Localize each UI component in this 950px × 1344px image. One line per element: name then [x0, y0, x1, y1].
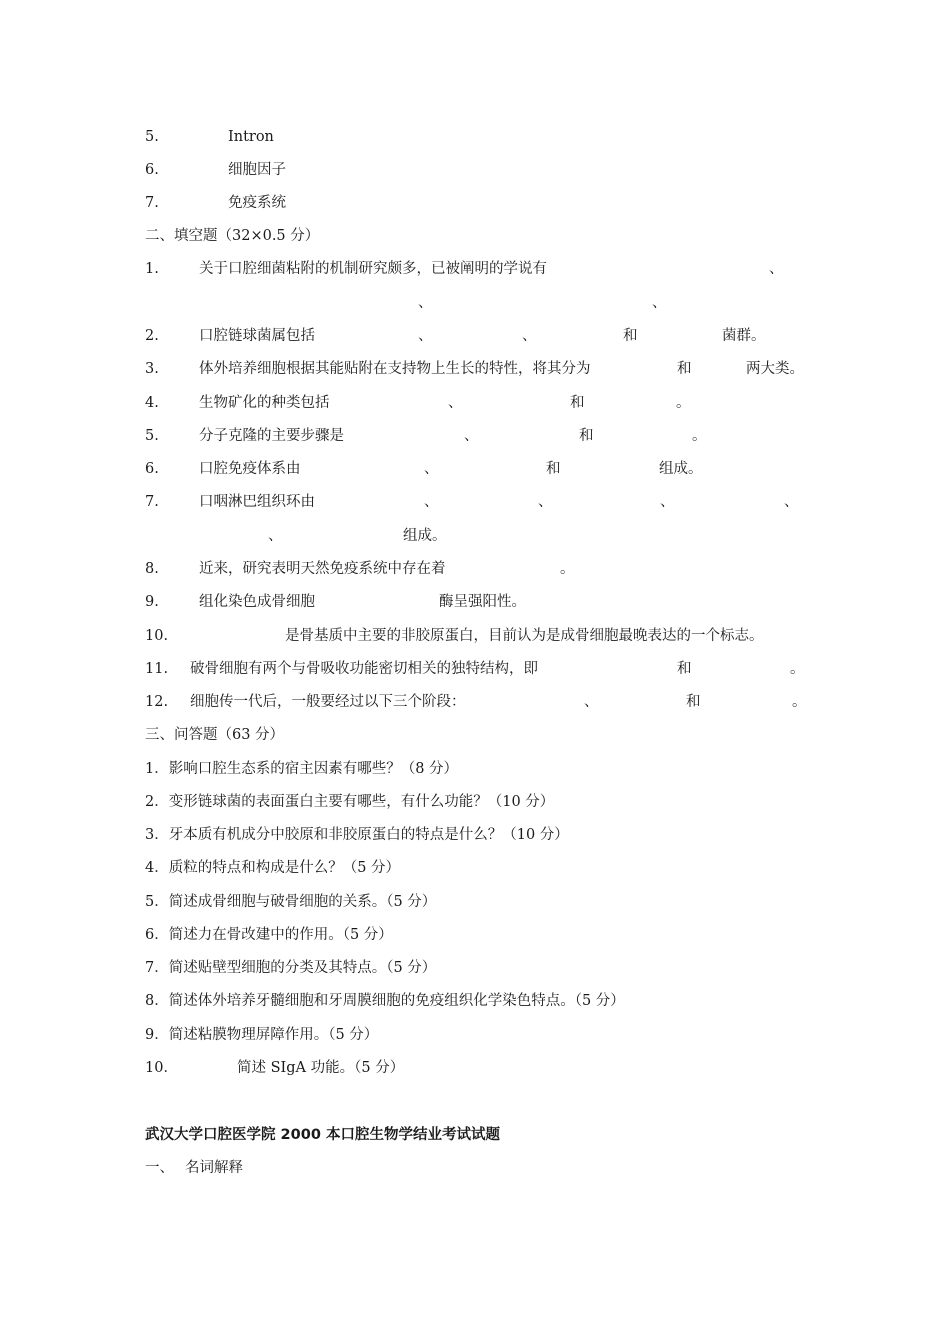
fill-in-question: 2. 口腔链球菌属包括 、 、 和 菌群。	[145, 328, 766, 344]
fill-in-question: 9. 组化染色成骨细胞 酶呈强阳性。	[145, 594, 526, 610]
qa-item: 4．质粒的特点和构成是什么？（5 分）	[145, 860, 401, 876]
fill-in-question: 6. 口腔免疫体系由 、 和 组成。	[145, 461, 703, 477]
qa-item: 2．变形链球菌的表面蛋白主要有哪些，有什么功能？（10 分）	[145, 794, 555, 810]
exam-title: 武汉大学口腔医学院 2000 本口腔生物学结业考试试题	[145, 1127, 500, 1143]
qa-item: 9．简述粘膜物理屏障作用。（5 分）	[145, 1027, 379, 1043]
fill-in-question: 3. 体外培养细胞根据其能贴附在支持物上生长的特性，将其分为 和 两大类。	[145, 361, 804, 377]
fill-in-question: 8. 近来，研究表明天然免疫系统中存在着 。	[145, 561, 575, 577]
qa-item: 5．简述成骨细胞与破骨细胞的关系。（5 分）	[145, 894, 437, 910]
definition-item: 6. 细胞因子	[145, 162, 286, 178]
section-heading-fill-in: 二、填空题（32×0.5 分）	[145, 228, 320, 244]
fill-in-question: 7. 口咽淋巴组织环由 、 、 、 、	[145, 494, 799, 510]
qa-item: 1．影响口腔生态系的宿主因素有哪些？（8 分）	[145, 761, 459, 777]
fill-in-question: 11. 破骨细胞有两个与骨吸收功能密切相关的独特结构，即 和 。	[145, 661, 805, 677]
fill-in-question: 4. 生物矿化的种类包括 、 和 。	[145, 395, 691, 411]
definition-item: 7. 免疫系统	[145, 195, 286, 211]
qa-item: 3．牙本质有机成分中胶原和非胶原蛋白的特点是什么？（10 分）	[145, 827, 569, 843]
fill-in-question: 12. 细胞传一代后，一般要经过以下三个阶段： 、 和 。	[145, 694, 807, 710]
qa-item: 10． 简述 SIgA 功能。（5 分）	[145, 1060, 405, 1076]
section-heading-qa: 三、问答题（63 分）	[145, 727, 285, 743]
section-heading-definitions: 一、 名词解释	[145, 1160, 243, 1176]
definition-item: 5. Intron	[145, 129, 274, 145]
fill-in-question-continuation: 、 、	[418, 295, 667, 311]
fill-in-question: 1. 关于口腔细菌粘附的机制研究颇多，已被阐明的学说有 、	[145, 261, 784, 277]
fill-in-question: 5. 分子克隆的主要步骤是 、 和 。	[145, 428, 707, 444]
fill-in-question-continuation: 、 组成。	[268, 528, 447, 544]
qa-item: 7．简述贴壁型细胞的分类及其特点。（5 分）	[145, 960, 437, 976]
qa-item: 6．简述力在骨改建中的作用。（5 分）	[145, 927, 393, 943]
qa-item: 8．简述体外培养牙髓细胞和牙周膜细胞的免疫组织化学染色特点。（5 分）	[145, 993, 625, 1009]
fill-in-question: 10. 是骨基质中主要的非胶原蛋白，目前认为是成骨细胞最晚表达的一个标志。	[145, 628, 764, 644]
